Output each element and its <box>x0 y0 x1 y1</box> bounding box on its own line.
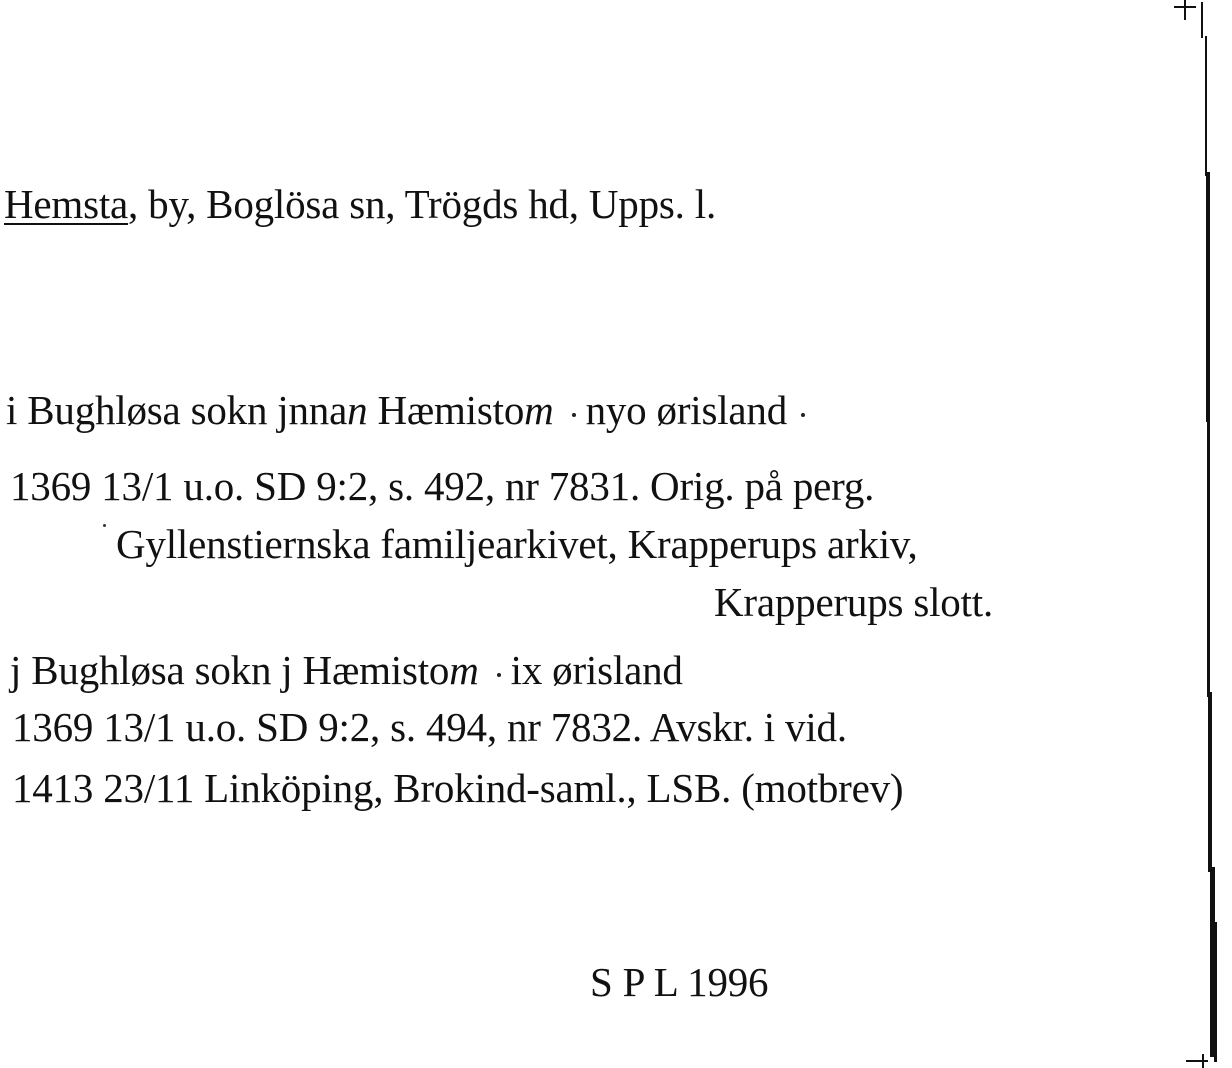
entry-2-citation-line-1: 1369 13/1 u.o. SD 9:2, s. 494, nr 7832. Avskr. i vid. <box>12 704 847 750</box>
form-text: ix ørisland <box>510 647 683 693</box>
footer-signature: S P L 1996 <box>590 959 769 1005</box>
form-expansion: n <box>347 387 368 433</box>
separator-dot <box>572 413 576 417</box>
place-name: Hemsta <box>4 181 129 227</box>
form-text: nyo ørisland <box>585 387 788 433</box>
separator-dot <box>497 673 501 677</box>
form-text: i Bughløsa sokn jnna <box>6 387 348 433</box>
separator-dot <box>801 413 805 417</box>
entry-1-citation-line-1: 1369 13/1 u.o. SD 9:2, s. 492, nr 7831. Orig. på perg. <box>10 463 875 509</box>
page-heading <box>4 181 717 227</box>
entry-2-citation-line-2: 1413 23/11 Linköping, Brokind-saml., LSB. (motbrev) <box>12 765 904 811</box>
entry-1-citation-line-2: Gyllenstiernska familjearkivet, Krapperups arkiv, <box>116 521 918 567</box>
crop-mark-top <box>1170 0 1200 24</box>
form-text: j Bughløsa sokn j Hæmisto <box>10 647 450 693</box>
entry-1-citation-line-3: Krapperups slott. <box>714 579 993 625</box>
scan-border <box>1196 2 1225 1068</box>
form-text: Hæmisto <box>367 387 525 433</box>
form-expansion: m <box>449 647 479 693</box>
stray-mark <box>103 524 106 527</box>
place-description: , by, Boglösa sn, Trögds hd, Upps. l. <box>128 181 717 227</box>
entry-2-form <box>10 647 683 693</box>
crop-mark-bottom <box>1186 1052 1216 1068</box>
form-expansion: m <box>524 387 554 433</box>
entry-1-form <box>6 387 805 433</box>
